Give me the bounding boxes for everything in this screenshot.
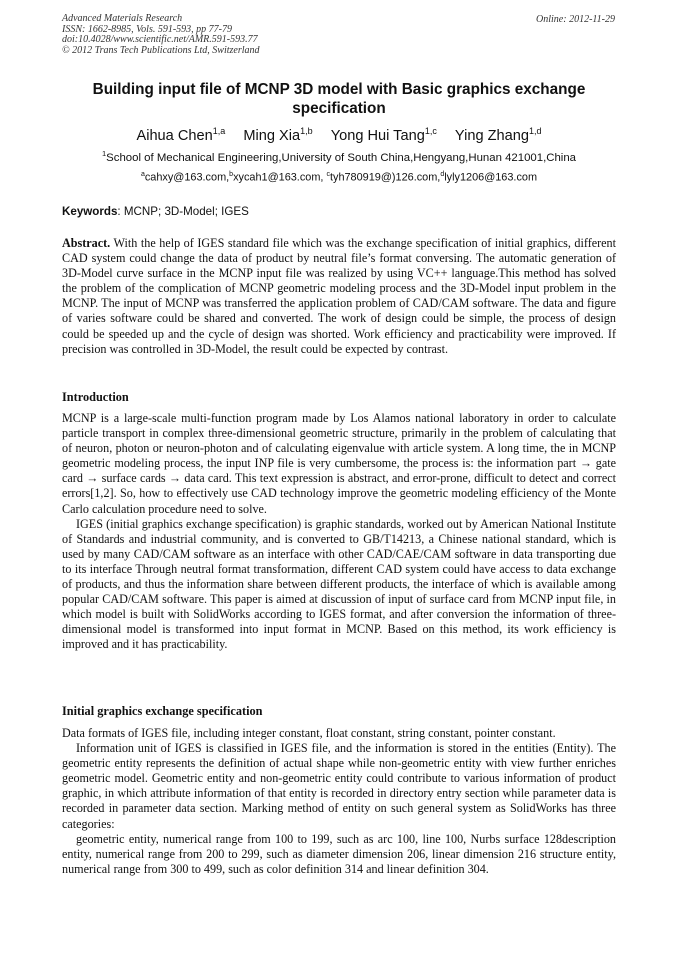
paragraph: geometric entity, numerical range from 100 to 199, such as arc 100, line 100, Nurbs surface 128description entity, numerical range from 200 to 299, such as diameter dimension 206, linear dimension 216 structure entity, numerical range from 300 to 499, such as color definition 314 and linear definition 304. [62, 831, 616, 876]
introduction-body [62, 411, 616, 653]
journal-meta [62, 14, 260, 56]
paragraph: MCNP is a large-scale multi-function program made by Los Alamos national laboratory in order to calculate particle transport in complex three-dimensional geometric structure, primarily in the problem of calculating that of neuron, photon or neuron-photon and of calculating eigenvalue with article system. A long time, the in MCNP geometric modeling process, the input INP file is very cumbersome, the process is: the information part → gate card → surface cards → data card. This text expression is abstract, and error-prone, difficult to detect and correct errors[1,2]. So, how to effectively use CAD technology improve the geometric modeling efficiency of the Monte Carlo calculation procedure need to solve. [62, 411, 616, 516]
author: Aihua Chen$^{1,a}$ [136, 126, 226, 144]
doi-line: doi:10.4028/www.scientific.net/AMR.591-593.77 [62, 34, 258, 45]
iges-body [62, 726, 616, 877]
online-date: Online: 2012-11-29 [536, 14, 615, 25]
author: Yong Hui Tang$^{1,c}$ [330, 126, 437, 144]
copyright-line: © 2012 Trans Tech Publications Ltd, Switzerland [62, 44, 260, 56]
paragraph: IGES (initial graphics exchange specification) is graphic standards, worked out by American National Institute of Standards and industrial community, and is converted to GB/T14213, a Chinese national standard, which is used by many CAD/CAM software as an interface with other CAD/CAE/CAM software in data transporting due to its interface Through neutral format transformation, different CAD system could have access to data exchange of products, and thus the information share between different products, the interface of which is available among popular CAD/CAM software. This paper is aimed at discussion of input of surface card from MCNP input file, in which model is built with SolidWorks according to IGES format, and after conversion the information of three-dimensional model is transformed into input format in MCNP. Based on this method, its work efficiency is improved and it has practicability. [62, 516, 616, 652]
paper-title: Building input file of MCNP 3D model with Basic graphics exchange specification [92, 81, 586, 117]
abstract-text: With the help of IGES standard file which was the exchange specification of initial graphics, different CAD system could change the data of product by neutral file’s format conversing. The automatic generation of 3D-Model curve surface in the MCNP input file was realized by using VC++ language.This method has solved the problem of the complication of MCNP geometric modeling process and the 3D-Model input problem in the MCNP. The input of MCNP was transferred the application problem of CAD/CAM software. The data and figure of varies software could be shared and converted. The work of design could be simple, the process of design could be speeded up and the cycle of design was shorted. Work efficiency and practicability were improved. If precision was controlled in 3D-Model, the result could be expected by contrast. [62, 236, 616, 356]
paragraph: Information unit of IGES is classified in IGES file, and the information is stored in the entities (Entity). The geometric entity represents the definition of actual shape while non-geometric entity with view further enriches geometric model. Geometric entity and non-geometric entity could contribute to various information of product graphic, in which attribute information of that entity is recorded in directory entry section while parameter data is recorded in parameter data section. Marking method of entity on such general system as SolidWorks has three categories: [62, 741, 616, 831]
author-emails: $^a$cahxy@163.com,$^b$xycah1@163.com, $^c$tyh780919@)126.com,$^d$lyly1206@163.com [140, 171, 538, 184]
keywords [62, 205, 249, 218]
author: Ming Xia$^{1,b}$ [243, 126, 313, 144]
section-heading-introduction: Introduction [62, 390, 129, 404]
abstract [62, 236, 616, 357]
affiliation: $^1$School of Mechanical Engineering,University of South China,Hengyang,Hunan 421001,China [101, 149, 577, 164]
abstract-label: Abstract. [62, 236, 111, 250]
section-heading-iges: Initial graphics exchange specification [62, 704, 263, 718]
issn-line: ISSN: 1662-8985, Vols. 591-593, pp 77-79 [62, 23, 232, 35]
author-list [62, 121, 616, 146]
author: Ying Zhang$^{1,d}$ [454, 126, 542, 144]
keywords-text: : MCNP; 3D-Model; IGES [117, 205, 249, 218]
keywords-label: Keywords [62, 205, 118, 218]
paragraph: Data formats of IGES file, including integer constant, float constant, string constant, pointer constant. [62, 726, 556, 740]
journal-name: Advanced Materials Research [62, 13, 183, 24]
